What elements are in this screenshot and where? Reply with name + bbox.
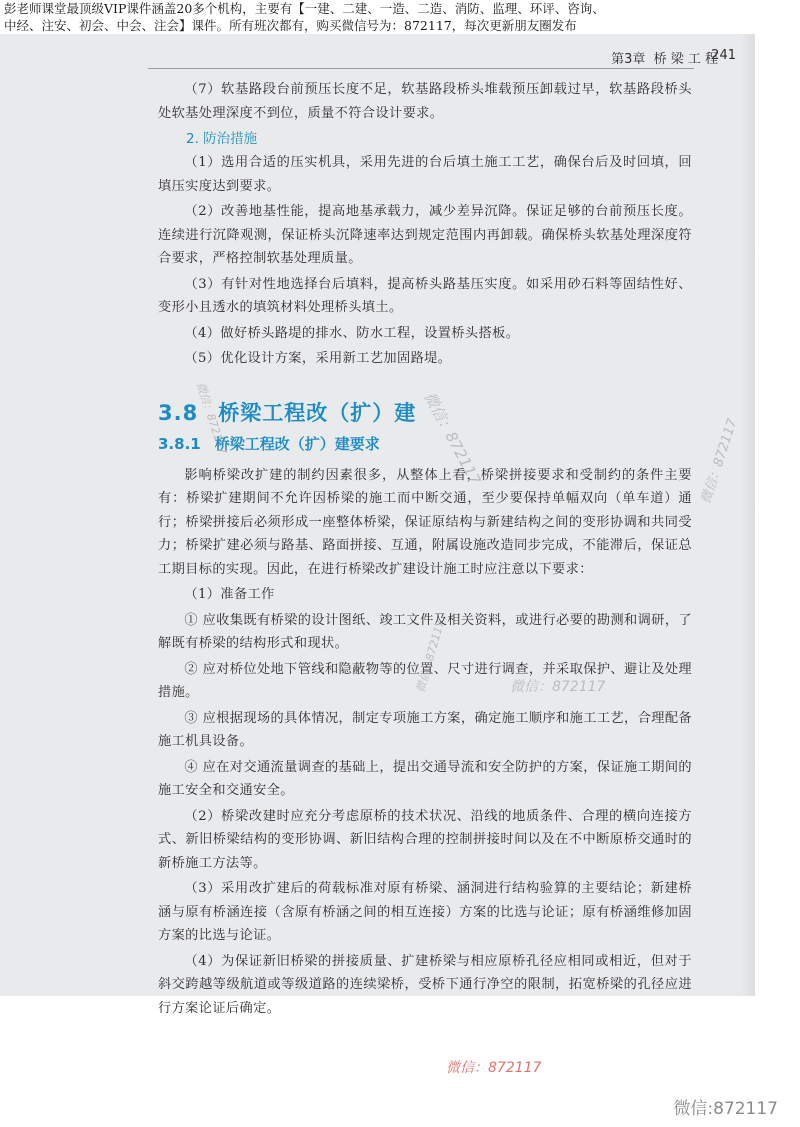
paragraph-7: （7）软基路段台前预压长度不足，软基路段桥头堆载预压卸载过早，软基路段桥头处软基处理深度不到位，质量不符合设计要求。 <box>158 82 692 121</box>
requirement-1a: ① 应收集既有桥梁的设计图纸、竣工文件及相关资料，或进行必要的勘测和调研，了解既有桥梁的结构形式和现状。 <box>158 612 692 651</box>
watermark-1: 微信：872117 <box>420 388 485 488</box>
requirement-1b: ② 应对桥位处地下管线和隐蔽物等的位置、尺寸进行调查，并采取保护、避让及处理措施。 <box>158 661 692 700</box>
measure-5: （5）优化设计方案，采用新工艺加固路堤。 <box>184 351 452 366</box>
watermark-5: 微信：872117 <box>510 679 606 695</box>
page-body <box>158 78 692 1020</box>
heading-measures: 2. 防治措施 <box>186 131 258 147</box>
promo-line-2: 中经、注安、初会、中会、注会】课件。所有班次都有，购买微信号为：872117，每次更新朋友圈发布 <box>4 18 577 33</box>
section-number: 3.8 <box>158 400 199 425</box>
measure-4: （4）做好桥头路堤的排水、防水工程，设置桥头搭板。 <box>184 325 520 341</box>
watermark-4: 微信：872117 <box>413 618 448 695</box>
promo-line-1: 彭老师课堂最顶级VIP课件涵盖20多个机构，主要有【一建、二建、一造、二造、消防、监理、环评、咨询、 <box>4 1 605 16</box>
intro-paragraph: 影响桥梁改扩建的制约因素很多，从整体上看，桥梁拼接要求和受制约的条件主要有：桥梁扩建期间不允许因桥梁的施工而中断交通，至少要保持单幅双向（单车道）通行；桥梁拼接后必须形成一座整体桥梁，保证原结构与新建结构之间的变形协调和共同受力；桥梁扩建必须与路基、路面拼接、互通，附属设施改造同步完成，不能滞后，保证总工期目标的实现。因此，在进行桥梁改扩建设计施工时应注意以下要求： <box>158 467 692 577</box>
requirement-2: （2）桥梁改建时应充分考虑原桥的技术状况、沿线的地质条件、合理的横向连接方式、新旧桥梁结构的变形协调、新旧结构合理的控制拼接时间以及在不中断原桥交通时的新桥施工方法等。 <box>158 808 692 871</box>
subsection-heading <box>158 433 692 454</box>
measure-3: （3）有针对性地选择台后填料，提高桥头路基压实度。如采用砂石料等固结性好、变形小且透水的填筑材料处理桥头填土。 <box>158 276 692 315</box>
requirement-1d: ④ 应在对交通流量调查的基础上，提出交通导流和安全防护的方案，保证施工期间的施工安全和交通安全。 <box>158 759 692 798</box>
watermark-red: 微信：872117 <box>446 1060 542 1076</box>
watermark-3: 微信：872117 <box>698 416 741 506</box>
requirement-4: （4）为保证新旧桥梁的拼接质量、扩建桥梁与相应原桥孔径应相同或相近，但对于斜交跨越等级航道或等级道路的连续梁桥，受桥下通行净空的限制，拓宽桥梁的孔径应进行方案论证后确定。 <box>158 953 692 1016</box>
watermark-bottom: 微信:872117 <box>673 1099 778 1119</box>
subsection-number: 3.8.1 <box>158 434 201 453</box>
promo-banner <box>0 0 800 34</box>
section-title: 桥梁工程改（扩）建 <box>218 400 417 425</box>
running-head-chapter: 第3章 桥 梁 工 程 <box>611 52 718 67</box>
measure-2: （2）改善地基性能，提高地基承载力，减少差异沉降。保证足够的台前预压长度。连续进行沉降观测，保证桥头沉降速率达到规定范围内再卸载。确保桥头软基处理深度符合要求，严格控制软基处理质量。 <box>158 204 692 266</box>
subsection-title: 桥梁工程改（扩）建要求 <box>214 434 380 453</box>
requirement-3: （3）采用改扩建后的荷载标准对原有桥梁、涵洞进行结构验算的主要结论；新建桥涵与原有桥涵连接（含原有桥涵之间的相互连接）方案的比选与论证；原有桥涵维修加固方案的比选与论证。 <box>158 881 692 943</box>
measure-1: （1）选用合适的压实机具，采用先进的台后填土施工工艺，确保台后及时回填，回填压实度达到要求。 <box>158 155 692 194</box>
page-number: 241 <box>711 48 736 63</box>
header-rule <box>148 68 694 69</box>
requirement-1c: ③ 应根据现场的具体情况，制定专项施工方案，确定施工顺序和施工工艺，合理配备施工机具设备。 <box>158 710 692 749</box>
requirement-1: （1）准备工作 <box>184 587 275 602</box>
watermark-2: 微信：872117 <box>193 380 230 456</box>
